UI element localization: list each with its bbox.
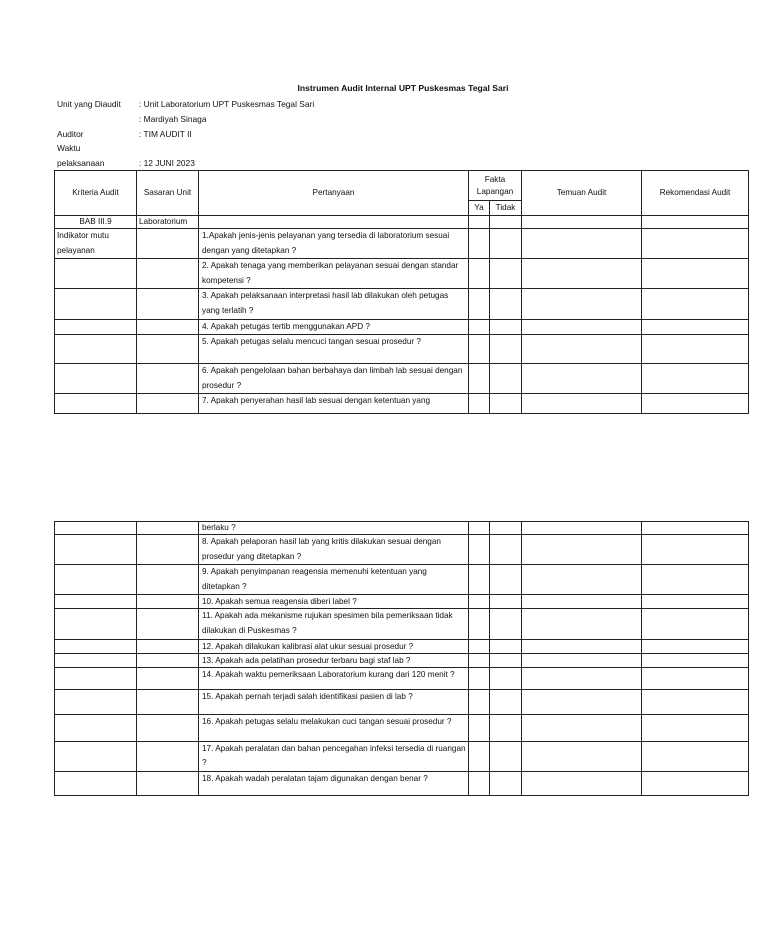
audit-table-page1: [54, 170, 749, 414]
info-value: : Mardiyah Sinaga: [139, 113, 207, 124]
question-cell: 3. Apakah pelaksanaan interpretasi hasil lab dilakukan oleh petugas yang terlatih ?: [199, 289, 469, 319]
info-value: : 12 JUNI 2023: [139, 158, 195, 169]
header-ya: Ya: [469, 201, 490, 216]
sasaran-cell: Laboratorium: [137, 216, 199, 229]
question-cell: 6. Apakah pengelolaan bahan berbahaya dan limbah lab sesuai dengan prosedur ?: [199, 364, 469, 394]
question-cell: 11. Apakah ada mekanisme rujukan spesimen bila pemeriksaan tidak dilakukan di Puskesmas ?: [199, 609, 469, 639]
question-cell: 13. Apakah ada pelatihan prosedur terbaru bagi staf lab ?: [199, 653, 469, 667]
info-label: Waktu: [57, 143, 81, 154]
document-title: Instrumen Audit Internal UPT Puskesmas Tegal Sari: [297, 83, 509, 93]
question-cell: 5. Apakah petugas selalu mencuci tangan sesuai prosedur ?: [199, 335, 469, 364]
info-value: : Unit Laboratorium UPT Puskesmas Tegal Sari: [139, 99, 315, 109]
question-cell: 7. Apakah penyerahan hasil lab sesuai dengan ketentuan yang: [199, 394, 469, 414]
question-cell: 14. Apakah waktu pemeriksaan Laboratorium kurang dari 120 menit ?: [199, 667, 469, 689]
question-cell: 12. Apakah dilakukan kalibrasi alat ukur sesuai prosedur ?: [199, 639, 469, 653]
header-kriteria: Kriteria Audit: [55, 171, 137, 216]
question-cell: 8. Apakah pelaporan hasil lab yang kritis dilakukan sesuai dengan prosedur yang ditetapkan ?: [199, 535, 469, 565]
kriteria-cell: Indikator mutu pelayanan: [55, 229, 137, 259]
bab-cell: BAB III.9: [55, 216, 137, 229]
question-cell: 2. Apakah tenaga yang memberikan pelayanan sesuai dengan standar kompetensi ?: [199, 259, 469, 289]
header-temuan: Temuan Audit: [522, 171, 642, 216]
question-cell: 15. Apakah pernah terjadi salah identifikasi pasien di lab ?: [199, 689, 469, 714]
question-cell: 4. Apakah petugas tertib menggunakan APD ?: [199, 319, 469, 335]
question-cell: 18. Apakah wadah peralatan tajam digunakan dengan benar ?: [199, 771, 469, 795]
question-cell: 10. Apakah semua reagensia diberi label ?: [199, 595, 469, 609]
info-label: pelaksanaan: [57, 158, 105, 169]
header-rekomendasi: Rekomendasi Audit: [642, 171, 749, 216]
question-cell: berlaku ?: [199, 522, 469, 535]
audit-table-page2: [54, 521, 749, 796]
question-cell: 17. Apakah peralatan dan bahan pencegahan infeksi tersedia di ruangan ?: [199, 741, 469, 771]
header-fakta: Fakta Lapangan: [469, 171, 522, 201]
question-cell: 9. Apakah penyimpanan reagensia memenuhi ketentuan yang ditetapkan ?: [199, 565, 469, 595]
header-sasaran: Sasaran Unit: [137, 171, 199, 216]
header-tidak: Tidak: [490, 201, 522, 216]
info-value: : TIM AUDIT II: [139, 128, 192, 139]
info-label: Auditor: [57, 128, 84, 139]
info-label: Unit yang Diaudit: [57, 99, 121, 109]
question-cell: 16. Apakah petugas selalu melakukan cuci tangan sesuai prosedur ?: [199, 714, 469, 741]
header-pertanyaan: Pertanyaan: [199, 171, 469, 216]
question-cell: 1.Apakah jenis-jenis pelayanan yang tersedia di laboratorium sesuai dengan yang ditetapkan ?: [199, 229, 469, 259]
